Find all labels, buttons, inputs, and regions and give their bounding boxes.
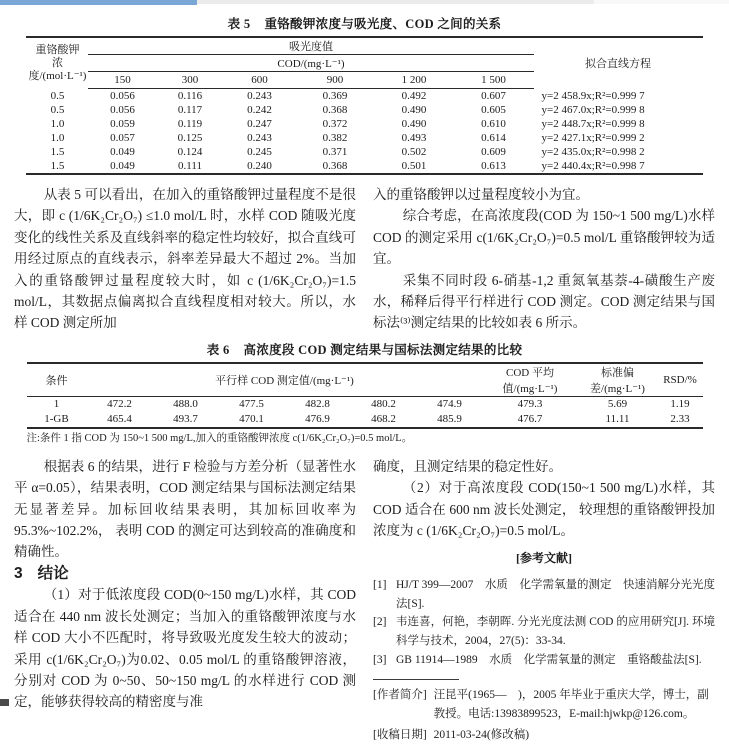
reference-text: HJ/T 399—2007 水质 化学需氧量的测定 快速消解分光光度法[S]. bbox=[396, 578, 715, 610]
paragraph: 从表 5 可以看出，在加入的重铬酸钾过量程度不是很大，即 c (1/6K₂Cr₂O₇) ≤1.0 mol/L 时，水样 COD 随吸光度变化的线性关系及直线斜率的稳定性均较好，拟合直线可用经过原点的直线表示，斜率差异最大不超过 2%。当加入的重铬酸钾过量程度较大时，如 c (1/6K₂Cr₂O₇)=1.5 mol/L，其数据点偏离拟合直线程度相对较大。所以，水样 COD 测定所加 bbox=[14, 187, 356, 331]
reference-item bbox=[373, 651, 715, 670]
table5-level-header: 1 200 bbox=[374, 72, 453, 89]
author-bio-text: 汪昆平(1965— )，2005 年毕业于重庆大学，博士，副教授。电话:13983899523，E-mail:hjwkp@126.com。 bbox=[433, 688, 709, 720]
table5-title-text: 重铬酸钾浓度与吸光度、COD 之间的关系 bbox=[264, 17, 502, 31]
section-number: 3 bbox=[14, 564, 23, 582]
table5-title-prefix: 表 5 bbox=[227, 17, 251, 31]
table6-note: 注:条件 1 指 COD 为 150~1 500 mg/L,加入的重铬酸钾浓度 c(1/6K₂Cr₂O₇)=0.5 mol/L。 bbox=[26, 432, 413, 444]
left-column-2 bbox=[14, 456, 356, 747]
table6-title-prefix: 表 6 bbox=[206, 342, 230, 357]
table6-col-condition: 条件 bbox=[27, 363, 87, 397]
table5-row: 1.0 0.057 0.125 0.243 0.382 0.493 0.614 y=2 427.1x;R²=0.999 2 bbox=[50, 132, 645, 144]
table6-title bbox=[0, 340, 729, 358]
table5-stub-header: 重铬酸钾 浓度/(mol·L⁻¹) bbox=[28, 43, 87, 82]
table6-title-text: 高浓度段 COD 测定结果与国标法测定结果的比较 bbox=[243, 342, 523, 357]
accent-bar-faint bbox=[594, 0, 729, 4]
received-date bbox=[373, 726, 715, 745]
table5-group-header: 吸光度值 bbox=[88, 37, 533, 55]
table6 bbox=[27, 362, 703, 429]
table6-col-rsd: RSD/% bbox=[658, 363, 703, 397]
table5-row: 0.5 0.056 0.116 0.243 0.369 0.492 0.607 y=2 458.9x;R²=0.999 7 bbox=[50, 89, 645, 102]
table5-level-header: 150 bbox=[88, 72, 156, 89]
reference-item bbox=[373, 576, 715, 614]
paragraph: （1）对于低浓度段 COD(0~150 mg/L)水样，其 COD 适合在 440 nm 波长处测定；当加入的重铬酸钾浓度与水样 COD 大小不匹配时，将导致吸光度发生较大的波动；采用 c(1/6K₂Cr₂O₇)为0.02、0.05 mol/L 的重铬酸钾溶液，分别对 COD 为 0~50、50~150 mg/L 的水样进行 COD 测定，能够获得较高的精密度与准 bbox=[14, 587, 356, 710]
accent-bar-gray bbox=[197, 0, 594, 4]
reference-number: [3] bbox=[373, 654, 387, 667]
reference-text: 韦连喜，何艳，李朝晖. 分光光度法测 COD 的应用研究[J]. 环境科学与技术，2004，27(5)：33-34. bbox=[396, 616, 715, 648]
table5-title bbox=[0, 14, 729, 32]
right-column-2 bbox=[373, 456, 715, 747]
received-date-text: 2011-03-24(修改稿) bbox=[433, 728, 530, 741]
section-title: 结论 bbox=[37, 564, 69, 582]
section-heading bbox=[14, 563, 356, 584]
reference-number: [1] bbox=[373, 578, 387, 591]
reference-text: GB 11914—1989 水质 化学需氧量的测定 重铬酸盐法[S]. bbox=[396, 654, 702, 667]
table5-subgroup-header: COD/(mg·L⁻¹) bbox=[88, 55, 533, 72]
table6-row: 1 472.2 488.0 477.5 482.8 480.2 474.9 479.3 5.69 1.19 bbox=[53, 398, 690, 411]
reference-number: [2] bbox=[373, 616, 387, 629]
table5-level-header: 300 bbox=[156, 72, 223, 89]
page-top-decoration bbox=[0, 0, 729, 7]
table5-level-header: 900 bbox=[295, 72, 374, 89]
reference-item bbox=[373, 613, 715, 651]
references-heading: [参考文献] bbox=[516, 551, 572, 566]
paragraph: 根据表 6 的结果，进行 F 检验与方差分析（显著性水平 α=0.05），结果表明，COD 测定结果与国标法测定结果无显著差异。加标回收结果表明，其加标回收率为 95.3%~102.2%， 表明 COD 的测定可达到较高的准确度和精确性。 bbox=[14, 458, 356, 560]
paragraph: 确度，且测定结果的稳定性好。 bbox=[373, 458, 562, 474]
table5-row: 1.0 0.059 0.119 0.247 0.372 0.490 0.610 y=2 448.7x;R²=0.999 8 bbox=[50, 118, 645, 130]
paragraph: 采集不同时段 6-硝基-1,2 重氮氧基萘-4-磺酸生产废水，稀释后得平行样进行 COD 测定。COD 测定结果与国标法⁽³⁾测定结果的比较如表 6 所示。 bbox=[373, 272, 715, 331]
paragraph: 入的重铬酸钾以过量程度较小为宜。 bbox=[373, 187, 589, 202]
table5-row: 0.5 0.056 0.117 0.242 0.368 0.490 0.605 y=2 467.0x;R²=0.999 8 bbox=[50, 104, 645, 116]
table5-row: 1.5 0.049 0.124 0.245 0.371 0.502 0.609 y=2 435.0x;R²=0.998 2 bbox=[50, 146, 645, 158]
table6-col-mean: COD 平均值/(mg·L⁻¹) bbox=[483, 363, 578, 397]
footnote-divider bbox=[373, 679, 459, 680]
table5-row: 1.5 0.049 0.111 0.240 0.368 0.501 0.613 y=2 440.4x;R²=0.998 7 bbox=[50, 160, 645, 172]
table5 bbox=[26, 36, 702, 175]
paragraph: 综合考虑，在高浓度段(COD 为 150~1 500 mg/L)水样 COD 的测定采用 c(1/6K₂Cr₂O₇)=0.5 mol/L 重铬酸钾较为适宜。 bbox=[373, 208, 715, 267]
table5-level-header: 600 bbox=[223, 72, 295, 89]
body-columns-1 bbox=[0, 184, 729, 334]
table5-level-header: 1 500 bbox=[453, 72, 533, 89]
table6-col-parallel: 平行样 COD 测定值/(mg·L⁻¹) bbox=[87, 363, 483, 397]
table5-fit-header: 拟合直线方程 bbox=[585, 58, 652, 71]
accent-bar-blue bbox=[0, 0, 197, 5]
table6-col-sd: 标准偏差/(mg·L⁻¹) bbox=[578, 363, 658, 397]
received-date-label: [收稿日期] bbox=[373, 728, 427, 741]
scan-artifact bbox=[0, 699, 9, 706]
table6-row: 1-GB 465.4 493.7 470.1 476.9 468.2 485.9 476.7 11.11 2.33 bbox=[44, 413, 690, 426]
paragraph: （2）对于高浓度段 COD(150~1 500 mg/L)水样，其 COD 适合在 600 nm 波长处测定， 较理想的重铬酸钾投加浓度为 c (1/6K₂Cr₂O₇)=0.5 mol/L。 bbox=[373, 480, 715, 539]
left-column-1 bbox=[14, 184, 356, 334]
author-bio-label: [作者简介] bbox=[373, 688, 427, 701]
author-bio bbox=[373, 686, 715, 724]
body-columns-2 bbox=[0, 456, 729, 747]
right-column-1 bbox=[373, 184, 715, 334]
